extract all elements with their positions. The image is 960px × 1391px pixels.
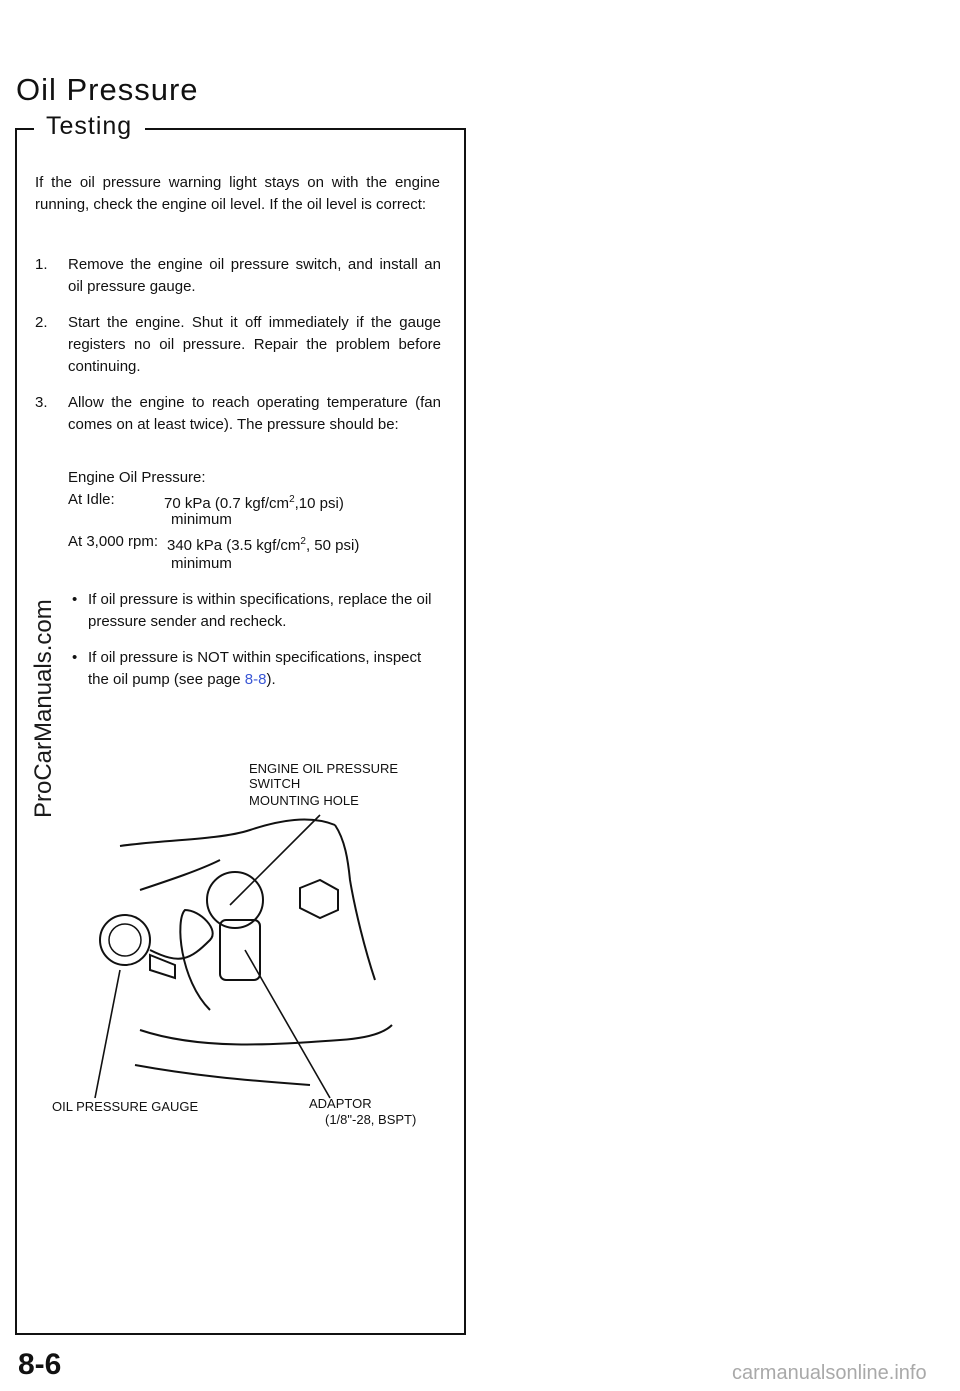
- bullet-not-within-spec: [72, 647, 444, 691]
- frame-top-right-rule: [145, 128, 464, 130]
- gauge-inner: [109, 924, 141, 956]
- spec-rpm-value-text: 340 kPa (3.5 kgf/cm: [167, 537, 301, 554]
- section-title: Testing: [46, 112, 133, 140]
- bullet-text: [88, 647, 444, 691]
- gauge-dial: [100, 915, 150, 965]
- label-switch-line2: SWITCH: [249, 776, 301, 791]
- lower-rail: [135, 1065, 310, 1085]
- spec-rpm-value-tail: , 50 psi): [305, 537, 360, 554]
- step-3: [35, 392, 441, 436]
- page-link-8-8[interactable]: 8-8: [244, 671, 267, 688]
- spec-idle-min: minimum: [171, 511, 232, 528]
- step-text: Start the engine. Shut it off immediately if the gauge registers no oil pressure. Repair the problem before continuing.: [68, 314, 441, 375]
- step-2: [35, 312, 441, 378]
- hex-nut: [300, 880, 338, 918]
- label-adaptor: ADAPTOR: [309, 1096, 372, 1111]
- step-number: 3.: [35, 394, 48, 411]
- bullet-text-after: ).: [266, 671, 276, 688]
- bullet-text-before: If oil pressure is NOT within specifications, inspect the oil pump (see page: [88, 649, 422, 688]
- spec-idle-value-text: 70 kPa (0.7 kgf/cm: [164, 495, 290, 512]
- frame-top-left-rule: [15, 128, 34, 130]
- engine-block-edge: [335, 825, 375, 980]
- page-title: Oil Pressure: [16, 72, 199, 107]
- leader-gauge: [95, 970, 120, 1098]
- intro-paragraph: If the oil pressure warning light stays on with the engine running, check the engine oil level. If the oil level is correct:: [35, 174, 440, 213]
- oil-pressure-gauge-illustration: [80, 800, 400, 1100]
- step-1: [35, 254, 441, 298]
- step-number: 1.: [35, 256, 48, 273]
- spec-rpm-min: minimum: [171, 555, 232, 572]
- leader-switch: [230, 815, 320, 905]
- leader-adaptor: [245, 950, 330, 1098]
- spec-rpm-label: At 3,000 rpm:: [68, 533, 159, 550]
- watermark-bottom: carmanualsonline.info: [732, 1362, 927, 1384]
- gauge-hose: [150, 910, 213, 1010]
- bullet-within-spec: [72, 589, 444, 633]
- label-gauge: OIL PRESSURE GAUGE: [52, 1099, 199, 1114]
- superscript: 2: [289, 494, 295, 505]
- page-number: 8-6: [18, 1348, 62, 1381]
- bullet-symbol: •: [72, 591, 78, 608]
- label-switch-line3: MOUNTING HOLE: [249, 793, 359, 808]
- label-switch-line1: ENGINE OIL PRESSURE: [249, 761, 399, 776]
- step-number: 2.: [35, 314, 48, 331]
- label-adaptor-spec: (1/8"-28, BSPT): [325, 1112, 417, 1127]
- bullet-symbol: •: [72, 649, 78, 666]
- spec-idle-label: At Idle:: [68, 491, 115, 508]
- spec-heading: Engine Oil Pressure:: [68, 469, 206, 486]
- step-text: Allow the engine to reach operating temperature (fan comes on at least twice). The pressure should be:: [68, 394, 441, 433]
- superscript: 2: [300, 536, 306, 547]
- step-text: Remove the engine oil pressure switch, and install an oil pressure gauge.: [68, 256, 441, 295]
- spec-idle-value-tail: ,10 psi): [294, 495, 344, 512]
- frame-rail: [140, 1025, 392, 1044]
- bullet-text: If oil pressure is within specifications, replace the oil pressure sender and recheck.: [88, 591, 432, 630]
- watermark-side: ProCarManuals.com: [30, 599, 57, 818]
- adaptor-body: [220, 920, 260, 980]
- bracket-edge: [140, 860, 220, 890]
- section-frame: [15, 128, 466, 1335]
